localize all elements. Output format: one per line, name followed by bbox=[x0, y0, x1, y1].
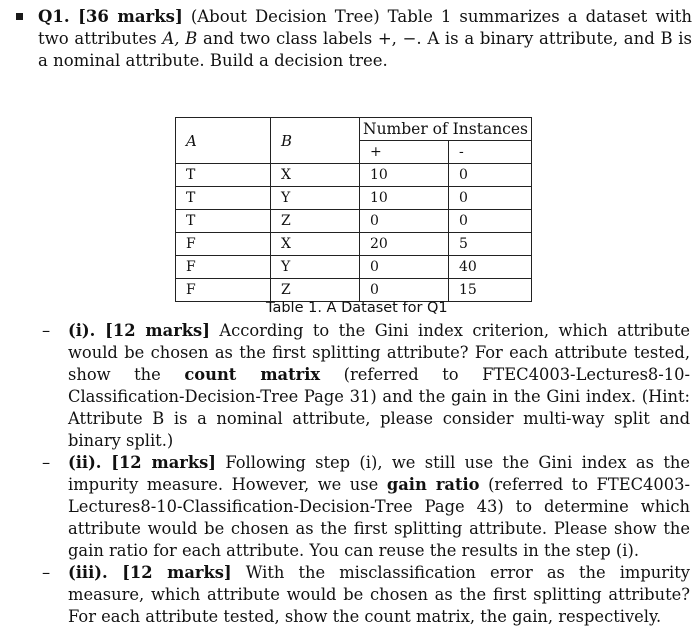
table-row bbox=[176, 210, 532, 233]
dash-bullet: – bbox=[42, 563, 51, 582]
cell-plus: 0 bbox=[360, 279, 449, 302]
cell-a: T bbox=[176, 187, 271, 210]
header-a: A bbox=[176, 118, 271, 164]
header-number-of-instances: Number of Instances bbox=[360, 118, 532, 141]
cell-minus: 0 bbox=[449, 164, 532, 187]
subquestion-iii: – (iii). [12 marks] With the misclassification error as the impurity measure, which attribute would be chosen as the first splitting attribute? For each attribute tested, show the count matrix, the gain, respectively. bbox=[42, 563, 690, 626]
cell-a: F bbox=[176, 279, 271, 302]
cell-minus: 0 bbox=[449, 210, 532, 233]
cell-b: Y bbox=[271, 256, 360, 279]
cell-minus: 0 bbox=[449, 187, 532, 210]
cell-a: F bbox=[176, 256, 271, 279]
cell-plus: 0 bbox=[360, 256, 449, 279]
question-intro: Q1. [36 marks] (About Decision Tree) Table 1 summarizes a dataset with two attributes A, B and two class labels +, −. A is a binary attribute, and B is a nominal attribute. Build a decision tree. bbox=[38, 7, 693, 70]
subquestion-label: (i). [12 marks] bbox=[68, 321, 210, 340]
cell-a: F bbox=[176, 233, 271, 256]
question-q1 bbox=[16, 6, 692, 72]
subquestion-i: – (i). [12 marks] According to the Gini index criterion, which attribute would be chosen as the first splitting attribute? For each attribute tested, show the count matrix (referred to FTEC4003-Lectures8-10-Classification-Decision-Tree Page 31) and the gain in the Gini index. (Hint: Attribute B is a nominal attribute, please consider multi-way split and binary split.) bbox=[42, 321, 691, 450]
emphasis-gain-ratio: gain ratio bbox=[386, 475, 480, 494]
table-row bbox=[176, 164, 532, 187]
square-bullet-icon bbox=[16, 13, 23, 20]
cell-b: Z bbox=[271, 210, 360, 233]
table-row bbox=[176, 256, 532, 279]
subquestion-label: (iii). [12 marks] bbox=[68, 563, 232, 582]
cell-minus: 5 bbox=[449, 233, 532, 256]
cell-plus: 0 bbox=[360, 210, 449, 233]
header-plus: + bbox=[360, 141, 449, 164]
cell-plus: 10 bbox=[360, 187, 449, 210]
dataset-table bbox=[175, 117, 532, 302]
subquestion-label: (ii). [12 marks] bbox=[68, 453, 216, 472]
cell-minus: 15 bbox=[449, 279, 532, 302]
cell-a: T bbox=[176, 164, 271, 187]
cell-b: Z bbox=[271, 279, 360, 302]
question-title: Q1. [36 marks] bbox=[38, 7, 183, 26]
table-caption: Table 1. A Dataset for Q1 bbox=[266, 300, 448, 316]
subquestion-list bbox=[42, 320, 690, 628]
cell-plus: 20 bbox=[360, 233, 449, 256]
dash-bullet: – bbox=[42, 453, 51, 472]
subquestion-ii: – (ii). [12 marks] Following step (i), we still use the Gini index as the impurity measure. However, we use gain ratio (referred to FTEC4003-Lectures8-10-Classification-Decision-Tree Page 43) to determine which attribute would be chosen as the first splitting attribute. Please show the gain ratio for each attribute. You can reuse the results in the step (i). bbox=[42, 453, 690, 560]
header-b: B bbox=[271, 118, 360, 164]
cell-b: X bbox=[271, 233, 360, 256]
cell-minus: 40 bbox=[449, 256, 532, 279]
emphasis-count-matrix: count matrix bbox=[184, 365, 321, 384]
cell-b: X bbox=[271, 164, 360, 187]
attribute-names: A, B bbox=[162, 29, 198, 48]
table-row bbox=[176, 187, 532, 210]
header-minus: - bbox=[449, 141, 532, 164]
table-row bbox=[176, 233, 532, 256]
cell-plus: 10 bbox=[360, 164, 449, 187]
cell-a: T bbox=[176, 210, 271, 233]
table-row bbox=[176, 279, 532, 302]
cell-b: Y bbox=[271, 187, 360, 210]
dash-bullet: – bbox=[42, 321, 51, 340]
